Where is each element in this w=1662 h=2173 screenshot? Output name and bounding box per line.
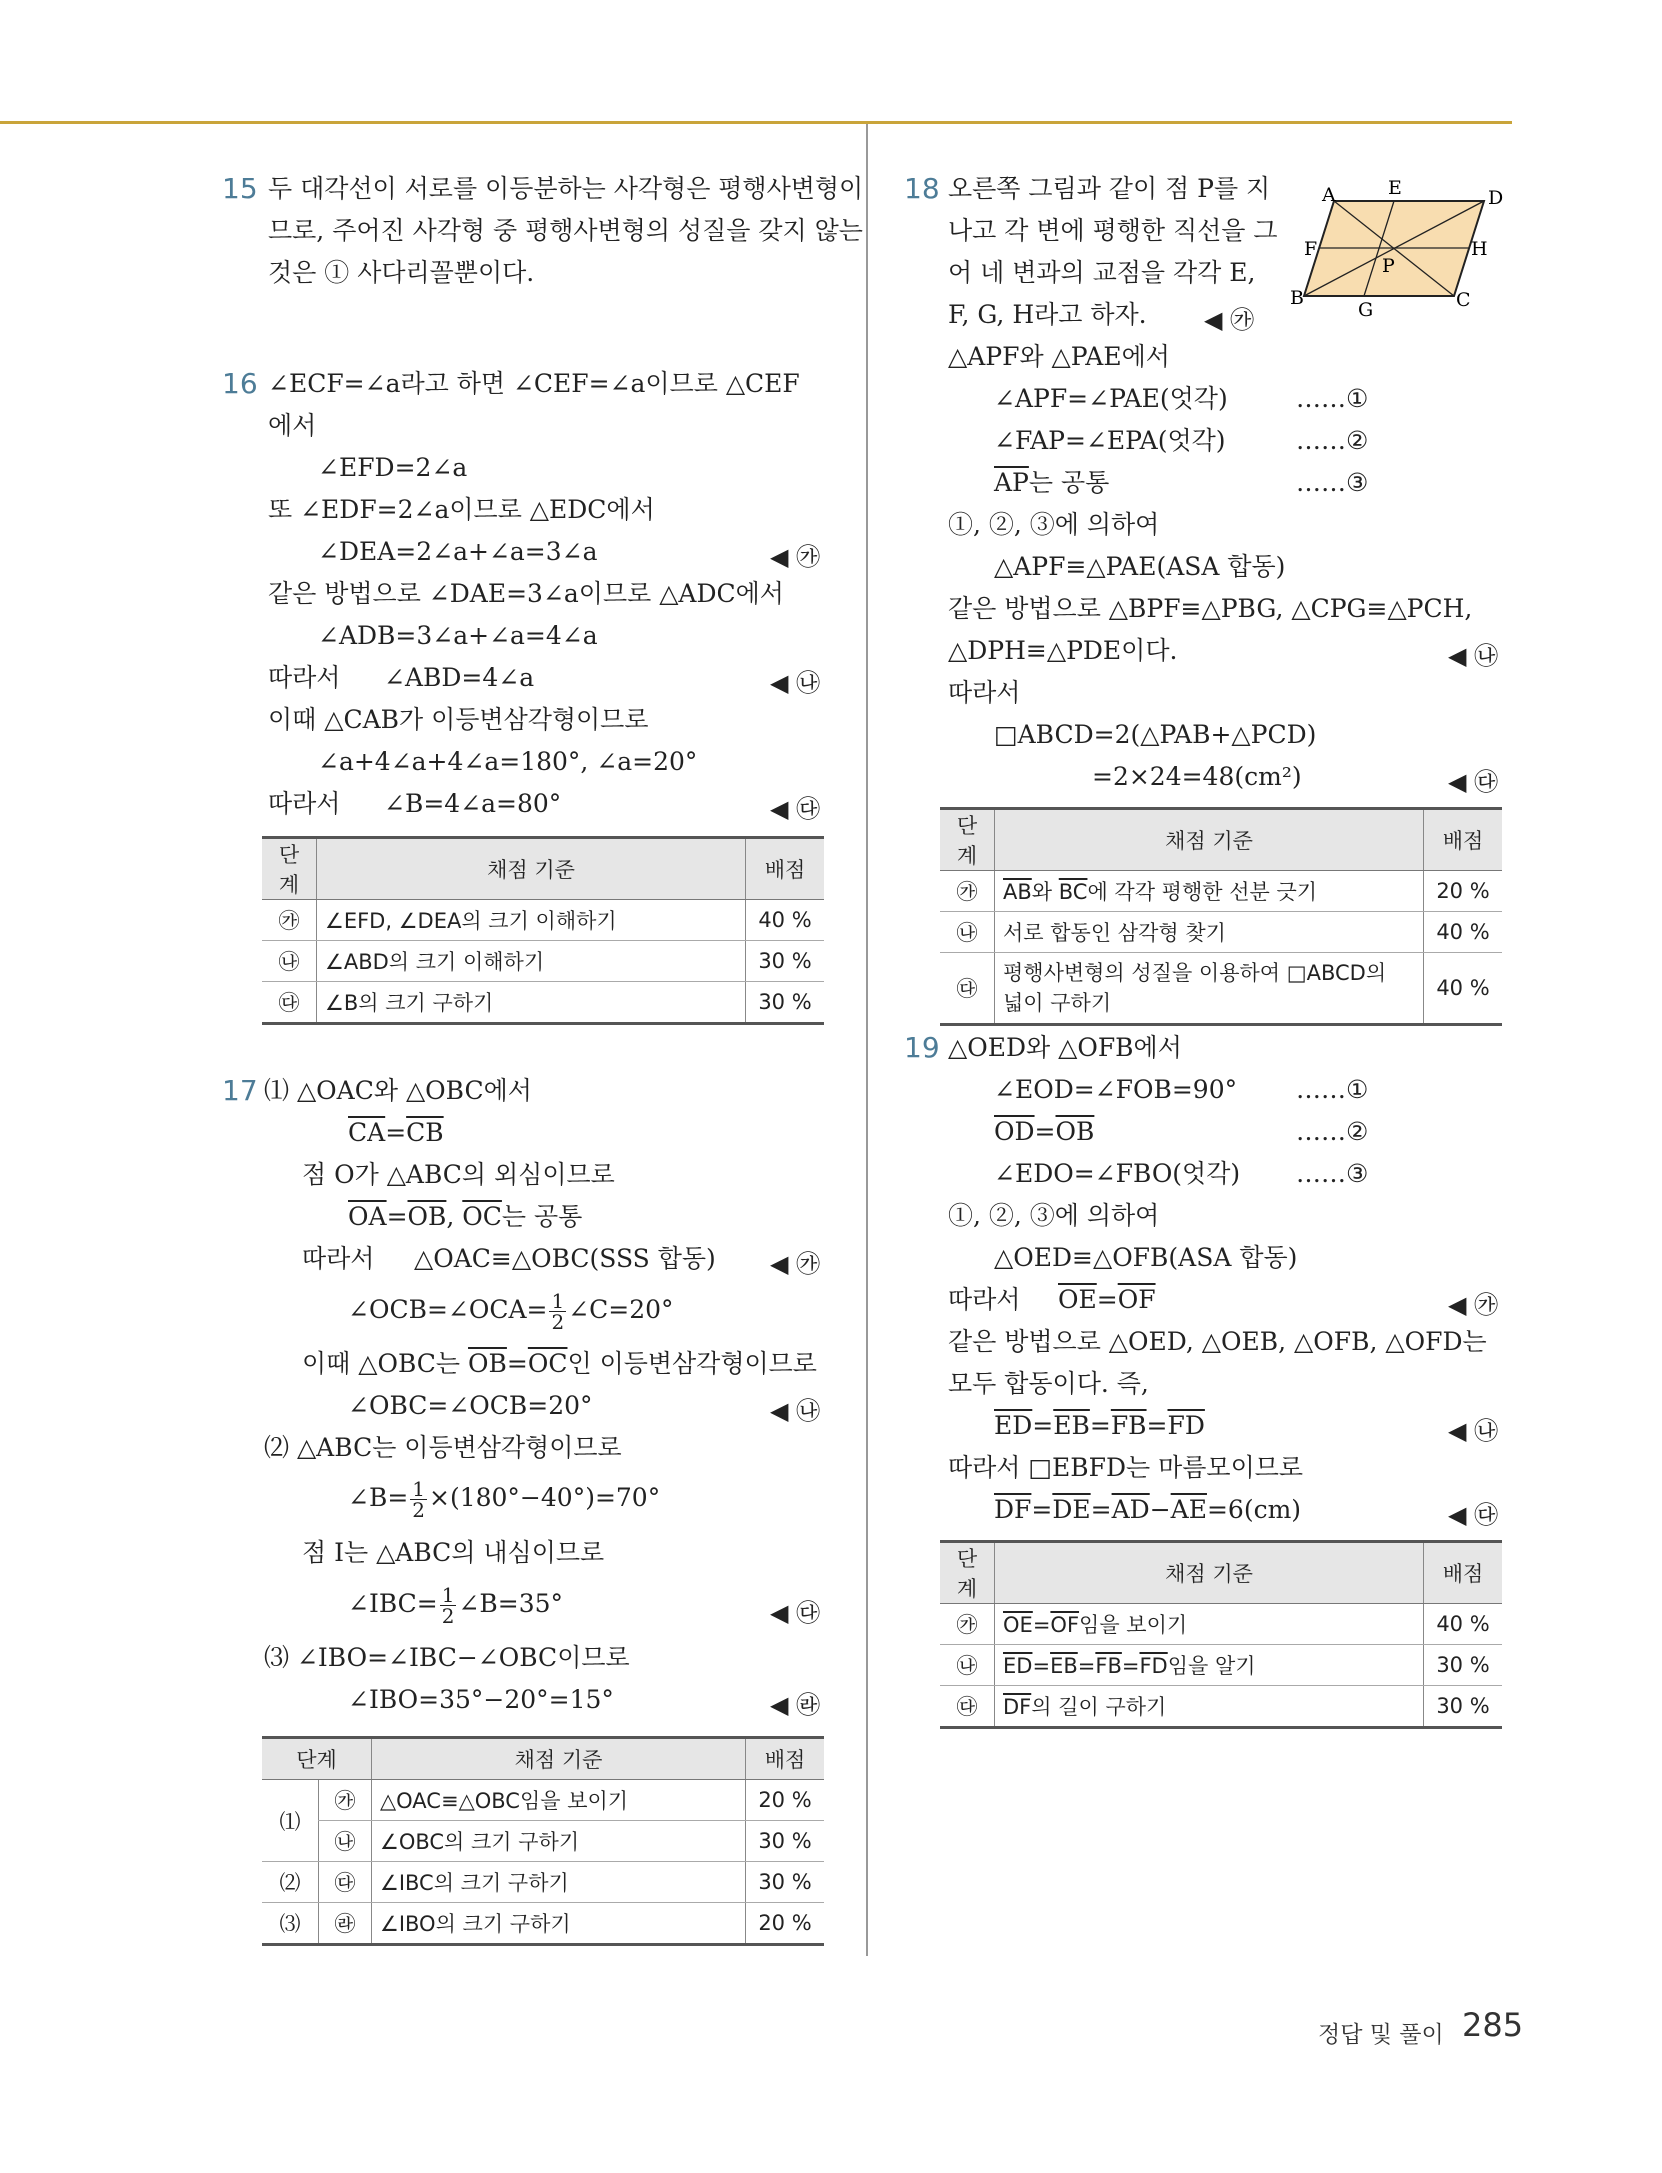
fraction [440, 1585, 457, 1626]
segment: $\overline{CA}$ [348, 1118, 386, 1147]
step-cell: ㉯ [262, 941, 317, 982]
step-marker: ◀ ㉰ [1448, 768, 1499, 796]
criteria-cell [995, 1686, 1424, 1728]
condition-3: ……③ [1296, 468, 1369, 497]
equation [348, 1200, 582, 1234]
text-line: 또 ∠EDF=2∠a이므로 △EDC에서 [268, 495, 655, 524]
text: 넓이 구하기 [1003, 991, 1112, 1015]
text-line: 따라서 [268, 663, 341, 692]
step-marker: ◀ ㉮ [1204, 306, 1255, 334]
condition-3: ……③ [1296, 1159, 1369, 1188]
equation: ∠EDO=∠FBO(엇각) [994, 1159, 1241, 1188]
equals: = [1034, 1117, 1056, 1146]
text-line: 나고 각 변에 평행한 직선을 그 [948, 216, 1278, 245]
equals: = [1096, 1285, 1118, 1314]
score-cell: 30 % [1424, 1686, 1503, 1728]
segment: $\overline{BC}$ [1058, 880, 1088, 904]
text: 이때 △OBC는 [302, 1349, 469, 1378]
header-criteria: 채점 기준 [372, 1738, 746, 1780]
score-cell: 40 % [1424, 912, 1503, 953]
step-marker: ◀ ㉯ [770, 669, 821, 697]
table-row [262, 1780, 824, 1821]
text-line: ⑴ △OAC와 △OBC에서 [264, 1076, 532, 1105]
segment: $\overline{FB}$ [1110, 1411, 1147, 1440]
equation [994, 466, 1109, 500]
label-p: P [1382, 255, 1395, 277]
header-criteria: 채점 기준 [995, 809, 1424, 871]
score-cell: 30 % [1424, 1645, 1503, 1686]
problem-number: 19 [904, 1031, 940, 1064]
numerator: 1 [441, 1583, 455, 1607]
equals: = [1121, 1654, 1140, 1678]
label-b: B [1290, 287, 1304, 309]
header-criteria: 채점 기준 [995, 1542, 1424, 1604]
segment: $\overline{ED}$ [1003, 1654, 1033, 1678]
score-cell: 20 % [1424, 871, 1503, 912]
equals: = [1146, 1411, 1168, 1440]
denominator: 2 [551, 1310, 565, 1334]
parallelogram-figure [1284, 176, 1514, 326]
label-h: H [1471, 238, 1488, 260]
text: ×(180°−40°)=70° [429, 1483, 661, 1512]
step-marker: ◀ ㉰ [1448, 1501, 1499, 1529]
step-marker: ◀ ㉰ [770, 1599, 821, 1627]
equation: ∠IBO=35°−20°=15° [348, 1685, 614, 1714]
equals: = [1032, 1613, 1051, 1637]
criteria-cell [995, 1645, 1424, 1686]
fraction [549, 1291, 566, 1332]
label-g: G [1358, 299, 1374, 321]
problem-number: 17 [222, 1074, 258, 1107]
score-cell: 30 % [746, 1862, 825, 1903]
equals: = [1090, 1495, 1112, 1524]
scoring-table [940, 807, 1502, 1026]
segment: $\overline{DF}$ [994, 1495, 1032, 1524]
equation: ∠ADB=3∠a+∠a=4∠a [318, 621, 598, 650]
condition-1: ……① [1296, 384, 1369, 413]
equation: =2×24=48(cm²) [1092, 762, 1302, 791]
step-cell: ㉰ [319, 1862, 372, 1903]
score-cell: 30 % [746, 941, 825, 982]
equals: = [506, 1349, 528, 1378]
step-marker: ◀ ㉱ [770, 1691, 821, 1719]
segment: $\overline{OB}$ [407, 1202, 447, 1231]
score-cell: 30 % [746, 1821, 825, 1862]
equation: ∠OBC=∠OCB=20° [348, 1391, 593, 1420]
numerator: 1 [412, 1477, 426, 1501]
equation: □ABCD=2(△PAB+△PCD) [994, 720, 1317, 749]
criteria-cell: ∠EFD, ∠DEA의 크기 이해하기 [317, 900, 746, 941]
label-a: A [1322, 184, 1336, 206]
equation: ∠a+4∠a+4∠a=180°, ∠a=20° [318, 747, 698, 776]
text: 는 공통 [501, 1202, 583, 1231]
text: =6(cm) [1206, 1495, 1302, 1524]
segment: $\overline{EB}$ [1053, 1411, 1090, 1440]
equation: ∠FAP=∠EPA(엇각) [994, 426, 1226, 455]
table-row [262, 941, 824, 982]
equation: ∠EOD=∠FOB=90° [994, 1075, 1238, 1104]
criteria-cell: ∠IBC의 크기 구하기 [372, 1862, 746, 1903]
score-cell: 20 % [746, 1903, 825, 1945]
step-marker: ◀ ㉯ [1448, 642, 1499, 670]
text: ∠B= [348, 1483, 409, 1512]
criteria-cell: ∠B의 크기 구하기 [317, 982, 746, 1024]
equals: = [1089, 1411, 1111, 1440]
equals: = [1077, 1654, 1096, 1678]
text-line: △OED와 △OFB에서 [948, 1033, 1182, 1062]
header-step: 단계 [940, 1542, 995, 1604]
text-line: 따라서 [948, 678, 1021, 707]
segment: $\overline{ED}$ [994, 1411, 1033, 1440]
equation [994, 1115, 1094, 1149]
problem-number: 18 [904, 172, 940, 205]
text-line: 므로, 주어진 사각형 중 평행사변형의 성질을 갖지 않는 [268, 216, 863, 245]
equation: ∠B=4∠a=80° [384, 789, 562, 818]
header-step: 단계 [262, 1738, 372, 1780]
equation: △APF≡△PAE(ASA 합동) [994, 552, 1286, 581]
text: 의 길이 구하기 [1031, 1695, 1167, 1719]
segment: $\overline{OB}$ [468, 1349, 507, 1378]
text-line: F, G, H라고 하자. [948, 300, 1147, 329]
text-line: 따라서 □EBFD는 마름모이므로 [948, 1453, 1304, 1482]
table-row [940, 1686, 1502, 1728]
equation: △OED≡△OFB(ASA 합동) [994, 1243, 1298, 1272]
text-line: 따라서 [268, 789, 341, 818]
step-cell: ㉰ [940, 953, 995, 1025]
text: ∠OCB=∠OCA= [348, 1295, 548, 1324]
condition-1: ……① [1296, 1075, 1369, 1104]
text-line: 같은 방법으로 △OED, △OEB, △OFB, △OFD는 [948, 1327, 1487, 1356]
condition-2: ……② [1296, 426, 1369, 455]
segment: $\overline{OF}$ [1117, 1285, 1156, 1314]
text: ∠IBC= [348, 1589, 438, 1618]
text-line: 점 I는 △ABC의 내심이므로 [302, 1538, 605, 1567]
scoring-table [940, 1540, 1502, 1729]
segment: $\overline{FD}$ [1167, 1411, 1205, 1440]
header-step: 단계 [940, 809, 995, 871]
text: 는 공통 [1028, 468, 1110, 497]
segment: $\overline{OC}$ [527, 1349, 568, 1378]
text-line: 따라서 [948, 1285, 1021, 1314]
step-marker: ◀ ㉯ [1448, 1417, 1499, 1445]
text-line: ①, ②, ③에 의하여 [948, 1201, 1160, 1230]
label-d: D [1488, 187, 1504, 209]
equation [348, 1584, 563, 1626]
header-rule [0, 121, 1512, 124]
step-marker: ◀ ㉰ [770, 795, 821, 823]
equation [994, 1493, 1301, 1527]
criteria-cell [995, 871, 1424, 912]
criteria-cell: ∠ABD의 크기 이해하기 [317, 941, 746, 982]
scoring-table [262, 1736, 824, 1946]
text: 와 [1031, 880, 1059, 904]
segment: $\overline{AB}$ [1003, 880, 1032, 904]
denominator: 2 [441, 1604, 455, 1628]
segment: $\overline{DF}$ [1003, 1695, 1032, 1719]
score-cell: 40 % [746, 900, 825, 941]
group-cell: ⑴ [262, 1780, 319, 1862]
text-line: 점 O가 △ABC의 외심이므로 [302, 1160, 615, 1189]
text-line: 어 네 변과의 교점을 각각 E, [948, 258, 1256, 287]
text-line: 모두 합동이다. 즉, [948, 1369, 1149, 1398]
text-line [302, 1347, 817, 1381]
equals: = [1032, 1411, 1054, 1440]
score-cell: 40 % [1424, 1604, 1503, 1645]
step-cell: ㉰ [940, 1686, 995, 1728]
text-line: 오른쪽 그림과 같이 점 P를 지 [948, 174, 1271, 203]
header-score: 배점 [1424, 809, 1503, 871]
table-row [940, 912, 1502, 953]
segment: $\overline{OB}$ [1055, 1117, 1095, 1146]
criteria-cell: △OAC≡△OBC임을 보이기 [372, 1780, 746, 1821]
equation: ∠APF=∠PAE(엇각) [994, 384, 1228, 413]
equation: ∠EFD=2∠a [318, 453, 468, 482]
text: ∠B=35° [458, 1589, 564, 1618]
text: 평행사변형의 성질을 이용하여 □ABCD의 [1003, 961, 1387, 985]
page-number: 285 [1462, 2006, 1524, 2044]
text-line: 같은 방법으로 △BPF≡△PBG, △CPG≡△PCH, [948, 594, 1473, 623]
label-c: C [1456, 289, 1471, 311]
criteria-cell: ∠OBC의 크기 구하기 [372, 1821, 746, 1862]
text-line: 두 대각선이 서로를 이등분하는 사각형은 평행사변형이 [268, 174, 864, 203]
step-cell: ㉯ [940, 912, 995, 953]
segment: $\overline{FB}$ [1095, 1654, 1122, 1678]
step-cell: ㉱ [319, 1903, 372, 1945]
table-row [940, 871, 1502, 912]
text-line: △DPH≡△PDE이다. [948, 636, 1178, 665]
numerator: 1 [551, 1289, 565, 1313]
segment: $\overline{OA}$ [348, 1202, 387, 1231]
text: ∠C=20° [568, 1295, 674, 1324]
step-cell: ㉯ [319, 1821, 372, 1862]
text-line: △APF와 △PAE에서 [948, 342, 1170, 371]
criteria-cell: 서로 합동인 삼각형 찾기 [995, 912, 1424, 953]
step-cell: ㉮ [940, 871, 995, 912]
equals: = [1032, 1654, 1051, 1678]
segment: $\overline{EB}$ [1050, 1654, 1078, 1678]
label-e: E [1388, 177, 1402, 199]
table-row [940, 1604, 1502, 1645]
segment: $\overline{OD}$ [994, 1117, 1035, 1146]
text: 에 각각 평행한 선분 긋기 [1087, 880, 1318, 904]
criteria-cell: ∠IBO의 크기 구하기 [372, 1903, 746, 1945]
score-cell: 40 % [1424, 953, 1503, 1025]
footer-section-label: 정답 및 풀이 [1318, 2022, 1444, 2048]
equals: = [386, 1202, 408, 1231]
criteria-cell [995, 953, 1424, 1025]
text: 임을 알기 [1167, 1654, 1256, 1678]
step-cell: ㉮ [940, 1604, 995, 1645]
equation [348, 1116, 444, 1150]
criteria-cell [995, 1604, 1424, 1645]
label-f: F [1304, 238, 1318, 260]
text: 임을 보이기 [1079, 1613, 1188, 1637]
text-line: ⑶ ∠IBO=∠IBC−∠OBC이므로 [264, 1643, 630, 1672]
equals: = [385, 1118, 407, 1147]
segment: $\overline{OC}$ [462, 1202, 502, 1231]
text-line: 따라서 [302, 1244, 375, 1273]
group-cell: ⑵ [262, 1862, 319, 1903]
segment: $\overline{DE}$ [1052, 1495, 1091, 1524]
score-cell: 20 % [746, 1780, 825, 1821]
segment: $\overline{OF}$ [1050, 1613, 1080, 1637]
equals: = [1031, 1495, 1053, 1524]
header-score: 배점 [1424, 1542, 1503, 1604]
minus: − [1149, 1495, 1171, 1524]
condition-2: ……② [1296, 1117, 1369, 1146]
denominator: 2 [412, 1498, 426, 1522]
table-row [262, 1862, 824, 1903]
segment: $\overline{AD}$ [1111, 1495, 1150, 1524]
scoring-table [262, 836, 824, 1025]
header-score: 배점 [746, 838, 825, 900]
text-line: ⑵ △ABC는 이등변삼각형이므로 [264, 1433, 622, 1462]
step-cell: ㉯ [940, 1645, 995, 1686]
text-line: ∠ECF=∠a라고 하면 ∠CEF=∠a이므로 △CEF [268, 369, 800, 398]
segment: $\overline{AP}$ [994, 468, 1029, 497]
table-row [940, 953, 1502, 1025]
table-row [940, 1645, 1502, 1686]
table-row [262, 900, 824, 941]
problem-number: 16 [222, 367, 258, 400]
step-marker: ◀ ㉮ [770, 1250, 821, 1278]
group-cell: ⑶ [262, 1903, 319, 1945]
step-cell: ㉰ [262, 982, 317, 1024]
step-marker: ◀ ㉮ [770, 543, 821, 571]
table-row [262, 982, 824, 1024]
text-line: 것은 ① 사다리꼴뿐이다. [268, 258, 535, 287]
header-step: 단계 [262, 838, 317, 900]
column-divider [866, 124, 868, 1956]
equation [1058, 1283, 1156, 1317]
segment: $\overline{OE}$ [1058, 1285, 1097, 1314]
text-line: 에서 [268, 411, 317, 440]
header-criteria: 채점 기준 [317, 838, 746, 900]
segment: $\overline{FD}$ [1139, 1654, 1168, 1678]
equation: ∠ABD=4∠a [384, 663, 535, 692]
table-row [262, 1821, 824, 1862]
score-cell: 30 % [746, 982, 825, 1024]
comma: , [446, 1202, 463, 1231]
problem-number: 15 [222, 172, 258, 205]
text-line: 같은 방법으로 ∠DAE=3∠a이므로 △ADC에서 [268, 579, 784, 608]
segment: $\overline{OE}$ [1003, 1613, 1033, 1637]
step-cell: ㉮ [319, 1780, 372, 1821]
text-line: 이때 △CAB가 이등변삼각형이므로 [268, 705, 649, 734]
text: 인 이등변삼각형이므로 [567, 1349, 817, 1378]
equation [994, 1409, 1205, 1443]
equation: ∠DEA=2∠a+∠a=3∠a [318, 537, 598, 566]
fraction [410, 1479, 427, 1520]
text-line: ①, ②, ③에 의하여 [948, 510, 1160, 539]
table-row [262, 1903, 824, 1945]
equation [348, 1478, 660, 1520]
step-marker: ◀ ㉮ [1448, 1291, 1499, 1319]
step-marker: ◀ ㉯ [770, 1397, 821, 1425]
equation: △OAC≡△OBC(SSS 합동) [414, 1244, 716, 1273]
equation [348, 1290, 674, 1332]
step-cell: ㉮ [262, 900, 317, 941]
header-score: 배점 [746, 1738, 825, 1780]
segment: $\overline{CB}$ [406, 1118, 444, 1147]
segment: $\overline{AE}$ [1170, 1495, 1207, 1524]
